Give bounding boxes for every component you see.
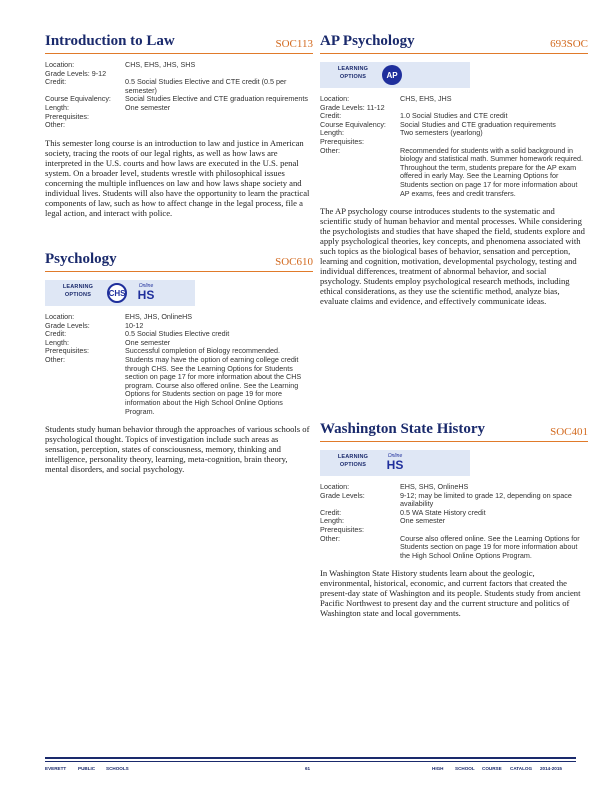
course-washington-state-history [320, 421, 588, 618]
info-row [45, 121, 313, 130]
info-row [320, 147, 588, 199]
footer-district: EVERETT [45, 766, 67, 771]
course-info [45, 61, 313, 130]
info-value [125, 113, 313, 122]
course-header [45, 33, 313, 54]
info-label: Prerequisites: [45, 346, 89, 356]
info-label: Other: [320, 145, 340, 155]
info-label: Grade Levels: 11-12 [320, 102, 385, 112]
online-hs-icon: Online HS [137, 283, 155, 302]
info-label: Grade Levels: [320, 490, 365, 500]
learning-options-box [320, 450, 470, 476]
info-label: Credit: [320, 111, 342, 121]
course-description: Students study human behavior through the approaches of various schools of psychological thought. Topics of investigation include such areas as sensation, perception, states of consciousness, memory, thinking and intelligence, personality theory, learning, meta-cognition, brain theory, mental disorders, and social psychology. [45, 424, 310, 475]
info-value: Course also offered online. See the Learning Options for Students section on page 19 for more information about the High School Online Options Program. [400, 533, 580, 560]
info-label: Grade Levels: [45, 320, 90, 330]
course-code: SOC610 [275, 256, 313, 268]
info-value: 0.5 WA State History credit [400, 507, 486, 517]
info-row [45, 95, 313, 104]
info-label: Credit: [45, 329, 67, 339]
info-row [320, 535, 588, 561]
info-value: 10-12 [125, 320, 144, 330]
course-description: The AP psychology course introduces students to the systematic and scientific study of human behavior and mental processes. While considering the psychologists and studies that have shaped the field, students explore and apply psychological theories, key concepts, and phenomena associated with such topics as the biological bases of behavior, sensation and perception, learning and cognition, motivation, developmental psychology, testing and individual differences, treatment of abnormal behavior, and social psychology. Students employ psychological research methods, including ethical considerations, as they use the scientific method, analyze bias, evaluate claims and evidence, and effectively communicate ideas. [320, 206, 585, 307]
course-introduction-to-law [45, 33, 313, 218]
info-label: Location: [45, 312, 75, 321]
info-label: Length: [320, 128, 344, 138]
footer-catalog: COURSE [482, 766, 502, 771]
info-label: Credit: [45, 77, 67, 87]
footer-district: PUBLIC [78, 766, 96, 771]
info-label: Other: [45, 354, 65, 364]
course-description: In Washington State History students learn about the geologic, environmental, historical, economic, and current factors that created the present-day state of Washington and its people. Students study from ancient Pacific Northwest to present day and the current structure and politics of Washington state and local governments. [320, 568, 581, 619]
footer-page-number: 61 [305, 766, 311, 771]
info-value: Social Studies and CTE graduation requirements [400, 119, 556, 129]
info-label: Prerequisites: [320, 136, 364, 146]
course-title: AP Psychology [320, 33, 415, 49]
info-label: Length: [45, 102, 69, 112]
info-label: Prerequisites: [45, 111, 89, 121]
learning-options-label: LEARNING OPTIONS [337, 454, 369, 468]
info-value: One semester [125, 337, 171, 347]
info-value: One semester [125, 102, 171, 112]
footer-catalog: CATALOG [510, 766, 533, 771]
course-header [320, 33, 588, 54]
info-label: Course Equivalency: [45, 94, 111, 104]
course-info [320, 95, 588, 198]
info-row [45, 78, 313, 95]
info-label: Location: [45, 60, 75, 69]
course-info [320, 483, 588, 560]
course-description: This semester long course is an introduction to law and justice in American society, tracing the roots of our legal rights, as well as how laws are interpreted in the U.S. courts and how laws are executed in the U.S. penal system. On a broader level, students wrestle with philosophical issues concerning the multiple influences on law and how laws shape society and individual lives. Students will also have the opportunity to learn the practical components of law, such as how to affect change in the legal process, file a legal action, and interact with police. [45, 137, 310, 218]
info-value: 0.5 Social Studies Elective and CTE credit (0.5 per semester) [125, 77, 287, 95]
footer-catalog: SCHOOL [455, 766, 475, 771]
info-label: Length: [45, 337, 69, 347]
footer-catalog: HIGH [432, 766, 444, 771]
course-psychology [45, 251, 313, 474]
info-row [45, 356, 313, 416]
info-value: Recommended for students with a solid background in biology and statistical math. Summer homework required. Throughout the term, students prepare for the AP exam offered in early May. See the Learning Options for Students section on page 17 for more information about AP exams, fees and credit transfers. [400, 145, 583, 198]
info-label: Other: [320, 533, 340, 543]
info-row [320, 509, 588, 518]
info-value: Social Studies Elective and CTE graduation requirements [125, 94, 308, 104]
course-info [45, 313, 313, 416]
info-label: Course Equivalency: [320, 119, 386, 129]
info-label: Location: [320, 94, 350, 103]
info-value: CHS, EHS, JHS, SHS [125, 60, 196, 69]
info-value: Students may have the option of earning college credit through CHS. See the Learning Options for Students section on page 17 for more information about the CHS program. Course also offered online. See the Learning Options for Students section on page 19 for more information about the High School Online Options Program. [125, 354, 302, 416]
info-label: Prerequisites: [320, 524, 364, 534]
course-title: Introduction to Law [45, 33, 175, 49]
info-value: 9-12; may be limited to grade 12, depending on space availability [400, 490, 572, 509]
course-header [45, 251, 313, 272]
footer-rule-thin [45, 761, 576, 762]
footer-rule [45, 757, 576, 759]
learning-options-box [45, 280, 195, 306]
info-value: EHS, JHS, OnlineHS [125, 312, 193, 321]
footer-district: SCHOOLS [106, 766, 129, 771]
learning-options-label: LEARNING OPTIONS [62, 284, 94, 298]
info-row [45, 330, 313, 339]
course-title: Washington State History [320, 421, 486, 437]
info-value: One semester [400, 516, 446, 526]
info-value: Successful completion of Biology recommended. [125, 346, 281, 356]
info-label: Other: [45, 120, 65, 130]
course-code: SOC401 [550, 426, 588, 438]
info-label: Grade Levels: 9-12 [45, 68, 107, 78]
info-value [125, 121, 313, 130]
course-code: SOC113 [275, 38, 313, 50]
learning-options-box [320, 62, 470, 88]
course-code: 693SOC [550, 38, 588, 50]
info-value: Two semesters (yearlong) [400, 128, 483, 138]
footer-catalog: 2014-2015 [540, 766, 562, 771]
course-title: Psychology [45, 251, 117, 267]
learning-options-label: LEARNING OPTIONS [337, 66, 369, 80]
course-ap-psychology [320, 33, 588, 306]
info-value: 1.0 Social Studies and CTE credit [400, 111, 508, 121]
course-header [320, 421, 588, 442]
info-value: CHS, EHS, JHS [400, 94, 452, 103]
info-label: Location: [320, 482, 350, 491]
info-value: EHS, SHS, OnlineHS [400, 482, 469, 491]
info-label: Length: [320, 516, 344, 526]
info-row [45, 113, 313, 122]
info-value: 0.5 Social Studies Elective credit [125, 329, 230, 339]
chs-icon: CHS [107, 283, 127, 303]
info-label: Credit: [320, 507, 342, 517]
ap-icon: AP [382, 65, 402, 85]
info-row [320, 492, 588, 509]
online-hs-icon: Online HS [386, 453, 404, 472]
